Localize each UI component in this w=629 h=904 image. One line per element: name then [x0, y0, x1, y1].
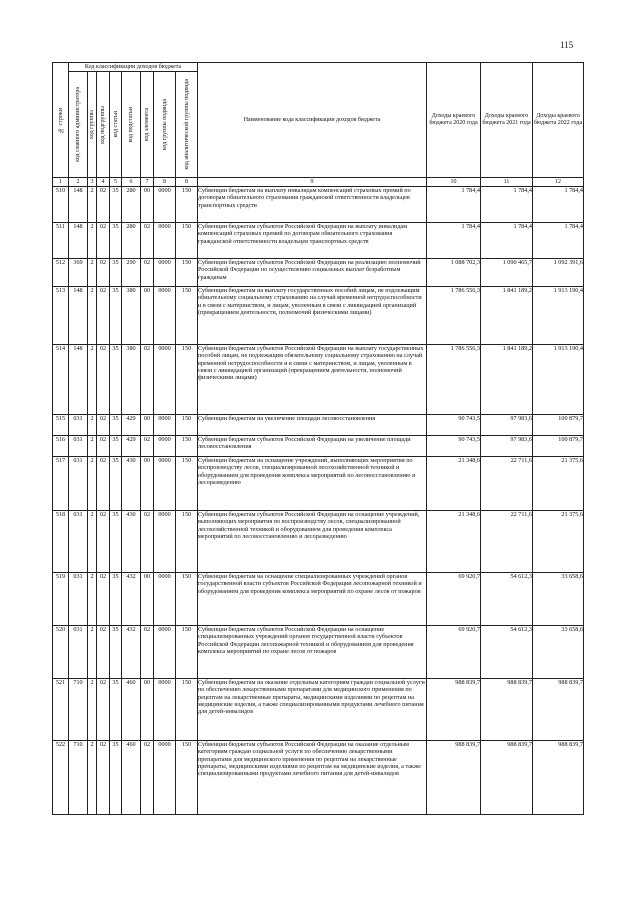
table-row: [53, 573, 584, 626]
admin-code-cell: 031: [69, 573, 88, 626]
table-row: [53, 626, 584, 679]
page-number: 115: [560, 40, 574, 50]
analytic-code-cell: 150: [176, 573, 198, 626]
subarticle-code-cell: 430: [122, 511, 141, 573]
article-code-cell: 35: [110, 187, 122, 223]
amount-2020-cell: 90 743,5: [427, 415, 481, 436]
amount-2020-cell: 1 784,4: [427, 223, 481, 259]
subgroup-code-cell: 02: [97, 626, 110, 679]
row-number-cell: 514: [53, 345, 69, 415]
table-row: [53, 287, 584, 345]
subtype-code-cell: 0000: [154, 511, 176, 573]
element-code-cell: 00: [141, 679, 154, 741]
table-row: [53, 457, 584, 511]
column-number: 9: [198, 178, 427, 187]
group-code-cell: 2: [88, 573, 97, 626]
admin-code-cell: 031: [69, 626, 88, 679]
subarticle-code-cell: 432: [122, 626, 141, 679]
column-number: 8: [154, 178, 176, 187]
amount-2022-cell: 1 913 190,4: [533, 287, 584, 345]
subtype-code-cell: 0000: [154, 573, 176, 626]
row-number-cell: 518: [53, 511, 69, 573]
amount-2020-cell: 90 743,5: [427, 436, 481, 457]
group-code-cell: 2: [88, 679, 97, 741]
name-cell: Субвенции бюджетам на оказание отдельным категориям граждан социальной услуги по обеспечению лекарственными препаратами для медицинского применения по рецептам на лекарственные препараты, медицинскими изделиями по рецептам на медицинские изделия, а также специализированными продуктами лечебного питания для детей-инвалидов: [198, 679, 427, 741]
group-code-cell: 2: [88, 223, 97, 259]
column-number: 11: [481, 178, 533, 187]
element-code-cell: 02: [141, 345, 154, 415]
analytic-code-cell: 150: [176, 679, 198, 741]
subtype-code-cell: 0000: [154, 626, 176, 679]
table-row: [53, 415, 584, 436]
element-code-cell: 00: [141, 457, 154, 511]
amount-2020-cell: 1 786 556,3: [427, 345, 481, 415]
article-code-cell: 35: [110, 679, 122, 741]
analytic-code-cell: 150: [176, 457, 198, 511]
element-code-cell: 00: [141, 573, 154, 626]
amount-2020-cell: 21 348,6: [427, 511, 481, 573]
amount-2022-cell: 33 658,6: [533, 573, 584, 626]
subgroup-code-cell: 02: [97, 573, 110, 626]
name-cell: Субвенции бюджетам субъектов Российской Федерации на реализацию полномочий Российской Федерации по осуществлению социальных выплат безработным гражданам: [198, 259, 427, 287]
name-cell: Субвенции бюджетам на выплату инвалидам компенсаций страховых премий по договорам обязательного страхования гражданской ответственности владельцев транспортных средств: [198, 187, 427, 223]
element-code-cell: 00: [141, 287, 154, 345]
column-number-row: [53, 178, 584, 187]
row-number-cell: 511: [53, 223, 69, 259]
group-code-cell: 2: [88, 187, 97, 223]
row-number-cell: 519: [53, 573, 69, 626]
amount-2021-cell: 1 841 189,2: [481, 287, 533, 345]
article-code-cell: 35: [110, 511, 122, 573]
article-code-cell: 35: [110, 741, 122, 815]
amount-2022-cell: 988 839,7: [533, 679, 584, 741]
amount-2021-cell: 1 090 465,7: [481, 259, 533, 287]
name-cell: Субвенции бюджетам субъектов Российской Федерации на оказание отдельным категориям граждан социальной услуги по обеспечению лекарственными препаратами для медицинского применения по рецептам на лекарственные препараты, медицинскими изделиями по рецептам на медицинские изделия, а также специализированными продуктами лечебного питания для детей-инвалидов: [198, 741, 427, 815]
table-row: [53, 345, 584, 415]
subgroup-code-cell: 02: [97, 287, 110, 345]
element-code-cell: 00: [141, 187, 154, 223]
header-year-2020: Доходы краевого бюджета 2020 года: [427, 63, 481, 178]
row-number-cell: 515: [53, 415, 69, 436]
article-code-cell: 35: [110, 259, 122, 287]
row-number-cell: 516: [53, 436, 69, 457]
subtype-code-cell: 0000: [154, 741, 176, 815]
header-row-number: № строки: [53, 63, 69, 178]
subarticle-code-cell: 430: [122, 457, 141, 511]
table-row: [53, 436, 584, 457]
revenue-table: [52, 62, 584, 815]
admin-code-cell: 031: [69, 436, 88, 457]
article-code-cell: 35: [110, 287, 122, 345]
subgroup-code-cell: 02: [97, 223, 110, 259]
amount-2020-cell: 21 348,6: [427, 457, 481, 511]
column-number: 3: [88, 178, 97, 187]
row-number-cell: 522: [53, 741, 69, 815]
analytic-code-cell: 150: [176, 287, 198, 345]
column-number: 1: [53, 178, 69, 187]
table-row: [53, 187, 584, 223]
subtype-code-cell: 0000: [154, 259, 176, 287]
article-code-cell: 35: [110, 436, 122, 457]
amount-2022-cell: 100 879,7: [533, 436, 584, 457]
table-row: [53, 223, 584, 259]
amount-2020-cell: 988 839,7: [427, 741, 481, 815]
subarticle-code-cell: 380: [122, 287, 141, 345]
amount-2022-cell: 1 784,4: [533, 223, 584, 259]
analytic-code-cell: 150: [176, 259, 198, 287]
admin-code-cell: 148: [69, 345, 88, 415]
admin-code-cell: 031: [69, 511, 88, 573]
header-element: код элемента: [141, 72, 154, 178]
column-number: 8: [176, 178, 198, 187]
row-number-cell: 513: [53, 287, 69, 345]
subgroup-code-cell: 02: [97, 345, 110, 415]
name-cell: Субвенции бюджетам субъектов Российской Федерации на оснащение специализированных учреждений органов государственной власти субъектов Российской Федерации лесопожарной техникой и оборудованием для проведения комплекса мероприятий по охране лесов от пожаров: [198, 626, 427, 679]
article-code-cell: 35: [110, 415, 122, 436]
header-subarticle: код подстатьи: [122, 72, 141, 178]
row-number-cell: 510: [53, 187, 69, 223]
amount-2021-cell: 97 983,6: [481, 436, 533, 457]
amount-2021-cell: 97 983,6: [481, 415, 533, 436]
name-cell: Субвенции бюджетам на оснащение учреждений, выполняющих мероприятия по воспроизводству лесов, специализированной лесохозяйственной техникой и оборудованием для проведения комплекса мероприятий по лесовосстановлению и лесоразведению: [198, 457, 427, 511]
header-subgroup: код подгруппы: [97, 72, 110, 178]
subgroup-code-cell: 02: [97, 436, 110, 457]
subgroup-code-cell: 02: [97, 679, 110, 741]
subtype-code-cell: 0000: [154, 187, 176, 223]
name-cell: Субвенции бюджетам субъектов Российской Федерации на выплату государственных пособий лицам, не подлежащим обязательному социальному страхованию на случай временной нетрудоспособности и в связи с материнством, и лицам, уволенным в связи с ликвидацией организаций (прекращением деятельности, полномочий физическими лицами): [198, 345, 427, 415]
row-number-cell: 520: [53, 626, 69, 679]
subarticle-code-cell: 460: [122, 679, 141, 741]
column-number: 6: [122, 178, 141, 187]
amount-2021-cell: 22 711,6: [481, 511, 533, 573]
amount-2021-cell: 1 841 189,2: [481, 345, 533, 415]
row-number-cell: 512: [53, 259, 69, 287]
admin-code-cell: 031: [69, 457, 88, 511]
subarticle-code-cell: 290: [122, 259, 141, 287]
analytic-code-cell: 150: [176, 511, 198, 573]
row-number-cell: 521: [53, 679, 69, 741]
table-row: [53, 741, 584, 815]
subtype-code-cell: 0000: [154, 436, 176, 457]
amount-2021-cell: 54 612,3: [481, 573, 533, 626]
header-year-2021: Доходы краевого бюджета 2021 года: [481, 63, 533, 178]
amount-2022-cell: 1 092 391,6: [533, 259, 584, 287]
amount-2021-cell: 1 784,4: [481, 187, 533, 223]
subgroup-code-cell: 02: [97, 415, 110, 436]
amount-2022-cell: 21 375,6: [533, 511, 584, 573]
name-cell: Субвенции бюджетам субъектов Российской Федерации на выплату инвалидам компенсаций страховых премий по договорам обязательного страхования гражданской ответственности владельцев транспортных средств: [198, 223, 427, 259]
amount-2021-cell: 22 711,6: [481, 457, 533, 511]
subgroup-code-cell: 02: [97, 457, 110, 511]
subarticle-code-cell: 429: [122, 436, 141, 457]
group-code-cell: 2: [88, 741, 97, 815]
amount-2020-cell: 69 920,7: [427, 626, 481, 679]
subarticle-code-cell: 280: [122, 187, 141, 223]
element-code-cell: 02: [141, 436, 154, 457]
admin-code-cell: 031: [69, 415, 88, 436]
analytic-code-cell: 150: [176, 741, 198, 815]
amount-2022-cell: 100 879,7: [533, 415, 584, 436]
amount-2021-cell: 988 839,7: [481, 741, 533, 815]
group-code-cell: 2: [88, 287, 97, 345]
amount-2020-cell: 69 920,7: [427, 573, 481, 626]
admin-code-cell: 710: [69, 679, 88, 741]
amount-2020-cell: 988 839,7: [427, 679, 481, 741]
column-number: 5: [110, 178, 122, 187]
amount-2022-cell: 1 784,4: [533, 187, 584, 223]
element-code-cell: 02: [141, 511, 154, 573]
amount-2020-cell: 1 088 702,3: [427, 259, 481, 287]
name-cell: Субвенции бюджетам на увеличение площади лесовосстановления: [198, 415, 427, 436]
subtype-code-cell: 0000: [154, 457, 176, 511]
group-code-cell: 2: [88, 259, 97, 287]
subtype-code-cell: 0000: [154, 223, 176, 259]
article-code-cell: 35: [110, 345, 122, 415]
row-number-cell: 517: [53, 457, 69, 511]
amount-2021-cell: 54 612,3: [481, 626, 533, 679]
header-name: Наименование кода классификации доходов бюджета: [198, 63, 427, 178]
column-number: 12: [533, 178, 584, 187]
subgroup-code-cell: 02: [97, 511, 110, 573]
column-number: 10: [427, 178, 481, 187]
admin-code-cell: 148: [69, 287, 88, 345]
element-code-cell: 02: [141, 223, 154, 259]
admin-code-cell: 148: [69, 187, 88, 223]
column-number: 7: [141, 178, 154, 187]
name-cell: Субвенции бюджетам субъектов Российской Федерации на оснащение учреждений, выполняющих мероприятия по воспроизводству лесов, специализированной лесохозяйственной техникой и оборудованием для проведения комплекса мероприятий по лесовосстановлению и лесоразведению: [198, 511, 427, 573]
group-code-cell: 2: [88, 626, 97, 679]
header-code-group: Код классификации доходов бюджета: [69, 63, 198, 72]
name-cell: Субвенции бюджетам на оснащение специализированных учреждений органов государственной власти субъектов Российской Федерации лесопожарной техникой и оборудованием для проведения комплекса мероприятий по охране лесов от пожаров: [198, 573, 427, 626]
analytic-code-cell: 150: [176, 626, 198, 679]
subarticle-code-cell: 429: [122, 415, 141, 436]
group-code-cell: 2: [88, 457, 97, 511]
element-code-cell: 02: [141, 259, 154, 287]
subgroup-code-cell: 02: [97, 259, 110, 287]
subarticle-code-cell: 432: [122, 573, 141, 626]
amount-2020-cell: 1 784,4: [427, 187, 481, 223]
subgroup-code-cell: 02: [97, 741, 110, 815]
header-article: код статьи: [110, 72, 122, 178]
subarticle-code-cell: 380: [122, 345, 141, 415]
admin-code-cell: 369: [69, 259, 88, 287]
column-number: 4: [97, 178, 110, 187]
name-cell: Субвенции бюджетам субъектов Российской Федерации на увеличение площади лесовосстановления: [198, 436, 427, 457]
header-group: код группы: [88, 72, 97, 178]
header-subtype: код группы подвида: [154, 72, 176, 178]
element-code-cell: 02: [141, 741, 154, 815]
subtype-code-cell: 0000: [154, 679, 176, 741]
admin-code-cell: 710: [69, 741, 88, 815]
article-code-cell: 35: [110, 457, 122, 511]
element-code-cell: 02: [141, 626, 154, 679]
amount-2020-cell: 1 786 556,3: [427, 287, 481, 345]
header-year-2022: Доходы краевого бюджета 2022 года: [533, 63, 584, 178]
table-row: [53, 679, 584, 741]
table-row: [53, 259, 584, 287]
amount-2022-cell: 33 658,6: [533, 626, 584, 679]
amount-2021-cell: 988 839,7: [481, 679, 533, 741]
subtype-code-cell: 0000: [154, 415, 176, 436]
admin-code-cell: 148: [69, 223, 88, 259]
subtype-code-cell: 0000: [154, 345, 176, 415]
article-code-cell: 35: [110, 626, 122, 679]
group-code-cell: 2: [88, 511, 97, 573]
amount-2022-cell: 988 839,7: [533, 741, 584, 815]
header-admin: код главного администратора: [69, 72, 88, 178]
table-row: [53, 511, 584, 573]
analytic-code-cell: 150: [176, 223, 198, 259]
amount-2022-cell: 21 375,6: [533, 457, 584, 511]
group-code-cell: 2: [88, 345, 97, 415]
subgroup-code-cell: 02: [97, 187, 110, 223]
column-number: 2: [69, 178, 88, 187]
analytic-code-cell: 150: [176, 436, 198, 457]
subtype-code-cell: 0000: [154, 287, 176, 345]
group-code-cell: 2: [88, 415, 97, 436]
group-code-cell: 2: [88, 436, 97, 457]
subarticle-code-cell: 280: [122, 223, 141, 259]
element-code-cell: 00: [141, 415, 154, 436]
analytic-code-cell: 150: [176, 187, 198, 223]
subarticle-code-cell: 460: [122, 741, 141, 815]
article-code-cell: 35: [110, 223, 122, 259]
header-analytic: код аналитической группы подвида: [176, 72, 198, 178]
article-code-cell: 35: [110, 573, 122, 626]
name-cell: Субвенции бюджетам на выплату государственных пособий лицам, не подлежащим обязательному социальному страхованию на случай временной нетрудоспособности и в связи с материнством, и лицам, уволенным в связи с ликвидацией организаций (прекращением деятельности, полномочий физическими лицами): [198, 287, 427, 345]
amount-2022-cell: 1 913 190,4: [533, 345, 584, 415]
analytic-code-cell: 150: [176, 415, 198, 436]
amount-2021-cell: 1 784,4: [481, 223, 533, 259]
analytic-code-cell: 150: [176, 345, 198, 415]
